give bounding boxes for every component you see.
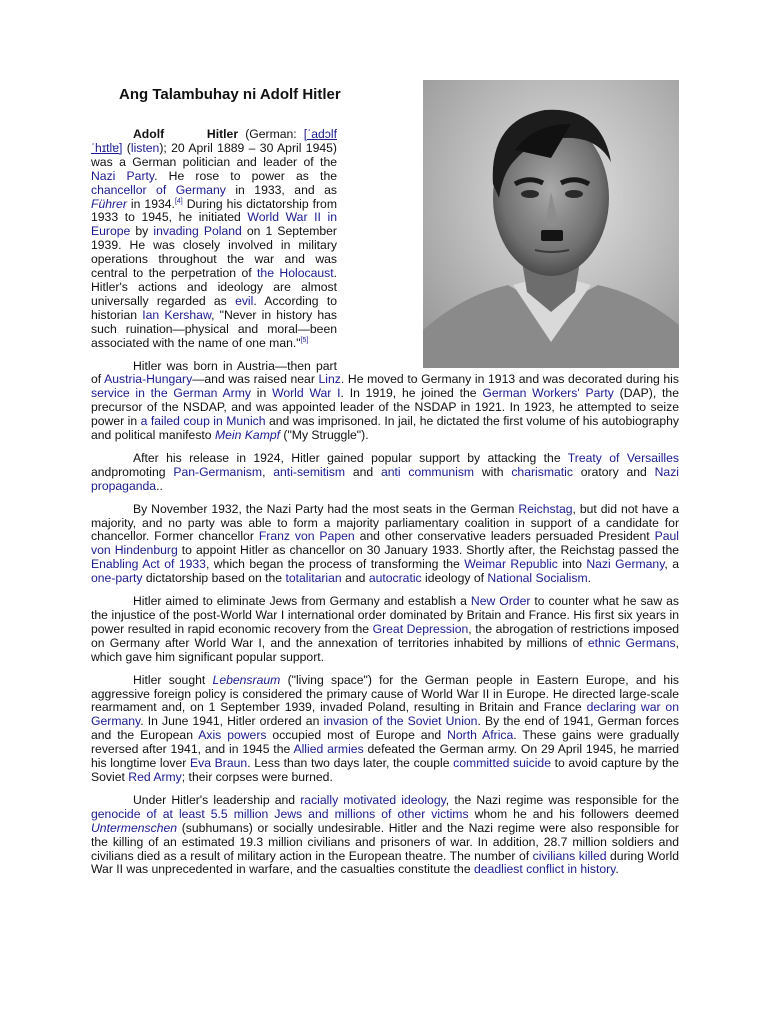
text: and was imprisoned. In jail, he dictated the first volume of his autobiography and political manifesto [91, 414, 679, 443]
text: ("living space") for the German people in Eastern Europe, and his aggressive foreign policy is considered the primary cause of World War II in Europe. He directed large-scale rearmament and, on 1 September 1939, invaded Poland, resulting in Britain and France [91, 672, 680, 715]
text: . By the end of 1941, German forces and the European [91, 714, 680, 743]
link-ww1[interactable]: World War I [272, 386, 341, 401]
link-axis-powers[interactable]: Axis powers [198, 728, 267, 743]
link-declaring-war[interactable]: declaring war on Germany [91, 700, 679, 729]
reference-5[interactable]: [5] [300, 336, 309, 344]
text: into [557, 557, 587, 572]
text: Hitler aimed to eliminate Jews from Germany and establish a [133, 594, 471, 609]
link-invasion-soviet[interactable]: invasion of the Soviet Union [323, 714, 478, 729]
link-fuhrer-text: Führer [91, 196, 127, 211]
link-german-army-service[interactable]: service in the German Army [91, 386, 251, 401]
text: , but did not have a majority, and no party was able to form a majority parliamentary coalition in support of a candidate for chancellor. Former chancellor [91, 501, 679, 544]
text: oratory and [572, 464, 655, 479]
text: to counter what he saw as the injustice of the post-World War I international order dominated by Britain and France. His first six years in power resulted in rapid economic recovery from the [91, 594, 679, 636]
text: , [262, 464, 274, 479]
reference-4[interactable]: [4] [174, 197, 183, 205]
listen-link[interactable]: listen [130, 140, 160, 155]
document-title: Ang Talambuhay ni Adolf Hitler [119, 86, 341, 103]
text: . These gains were gradually reversed after 1941, and in 1945 the [91, 728, 680, 757]
text: with [474, 464, 512, 479]
text: in [250, 386, 273, 401]
link-lebensraum-text: Lebensraum [212, 672, 281, 687]
link-german-workers-party[interactable]: German Workers' Party [482, 386, 614, 401]
text: ("My Struggle"). [280, 428, 369, 443]
link-kershaw[interactable]: Ian Kershaw [142, 307, 212, 322]
subject-last-name: Hitler [206, 127, 239, 141]
text: . Less than two days later, the couple [247, 756, 454, 771]
link-pan-germanism[interactable]: Pan-Germanism [173, 464, 263, 479]
text: ; their corpses were burned. [181, 769, 333, 784]
link-mein-kampf-text: Mein Kampf [214, 428, 281, 443]
text: .. [156, 478, 163, 493]
text: , "Never in history has such ruination—physical and moral—been associated with the name of one man." [91, 307, 337, 350]
link-nazi-propaganda[interactable]: Nazi propaganda [91, 464, 679, 493]
link-versailles[interactable]: Treaty of Versailles [567, 450, 679, 465]
text: ); 20 April 1889 – 30 April 1945) was a German politician and leader of the [91, 140, 337, 169]
link-north-africa[interactable]: North Africa [447, 728, 514, 743]
text: to avoid capture by the Soviet [91, 756, 679, 784]
text: By November 1932, the Nazi Party had the most seats in the German [133, 501, 519, 516]
text: . He moved to Germany in 1913 and was decorated during his [340, 372, 679, 387]
paragraph-war [91, 674, 679, 785]
link-mein-kampf[interactable] [215, 428, 280, 442]
text: , which began the process of transforming the [205, 557, 465, 572]
text: and [345, 464, 381, 479]
text: Under Hitler's leadership and [133, 792, 301, 807]
text: ( [122, 140, 131, 155]
link-great-depression[interactable]: Great Depression [372, 621, 469, 636]
paragraph-early-life [91, 360, 679, 443]
link-red-army[interactable]: Red Army [128, 769, 182, 784]
link-austria-hungary[interactable]: Austria-Hungary [104, 372, 193, 387]
ipa-pronunciation-link[interactable]: [ˈadɔlf ˈhɪtlɐ] [91, 127, 337, 155]
text: . According to historian [91, 293, 337, 322]
link-totalitarian[interactable]: totalitarian [285, 571, 342, 586]
text: dictatorship based on the [142, 571, 286, 586]
text: andpromoting [91, 464, 174, 479]
link-untermenschen-text: Untermenschen [91, 820, 178, 835]
text: —and was raised near [192, 372, 319, 387]
paragraph-chancellor [91, 503, 679, 586]
text: ideology of [421, 571, 488, 586]
text: During his dictatorship from 1933 to 1945, he initiated [91, 196, 337, 225]
text: (German: [238, 127, 304, 141]
text: Hitler sought [133, 672, 213, 687]
text: defeated the German army. On 29 April 1945, he married his longtime lover [91, 742, 679, 771]
link-ethnic-germans[interactable]: ethnic Germans [587, 635, 676, 650]
text: in 1933, and as [225, 182, 337, 197]
link-eva-braun[interactable]: Eva Braun [190, 756, 248, 771]
text: occupied most of Europe and [266, 728, 448, 743]
text: . [587, 571, 592, 586]
link-reichstag[interactable]: Reichstag [518, 501, 573, 516]
link-anti-semitism[interactable]: anti-semitism [273, 464, 346, 479]
link-von-papen[interactable]: Franz von Papen [258, 529, 355, 544]
link-autocratic[interactable]: autocratic [368, 571, 422, 586]
text: whom he and his followers deemed [468, 806, 679, 821]
link-fuhrer[interactable] [91, 197, 127, 211]
link-committed-suicide[interactable]: committed suicide [453, 756, 551, 771]
text: . Hitler's actions and ideology are almost universally regarded as [91, 266, 338, 308]
article-body [91, 128, 679, 886]
text: , a [664, 557, 679, 572]
paragraph-rise [91, 452, 679, 494]
text: during World War II was unprecedented in warfare, and the casualties constitute the [91, 848, 680, 877]
text: Hitler was born in Austria—then part of [91, 358, 337, 387]
text: and other conservative leaders persuaded President [354, 529, 655, 544]
link-lebensraum[interactable] [213, 673, 281, 687]
link-nazi-party[interactable]: Nazi Party [91, 168, 155, 183]
link-deadliest-conflict[interactable]: deadliest conflict in history [474, 862, 616, 877]
text: . In June 1941, Hitler ordered an [140, 714, 324, 729]
paragraph-new-order [91, 595, 679, 665]
link-enabling-act[interactable]: Enabling Act of 1933 [91, 557, 206, 572]
link-evil[interactable]: evil [235, 293, 254, 308]
text: , the Nazi regime was responsible for the [445, 792, 679, 807]
link-invading-poland[interactable]: invading Poland [153, 224, 242, 239]
link-civilians-killed[interactable]: civilians killed [532, 848, 607, 863]
text: . [615, 862, 619, 877]
link-allied-armies[interactable]: Allied armies [293, 742, 364, 757]
link-failed-coup[interactable]: a failed coup in Munich [140, 414, 266, 429]
text: (DAP), the precursor of the NSDAP, and was appointed leader of the NSDAP in 1921. In 1923, he attempted to seize power in [91, 386, 679, 429]
text: After his release in 1924, Hitler gained popular support by attacking the [133, 450, 568, 465]
link-new-order[interactable]: New Order [470, 594, 531, 609]
link-one-party[interactable]: one-party [91, 571, 143, 586]
text: , the abrogation of restrictions imposed on Germany after World War I, and the annexation of territories inhabited by millions of [91, 621, 680, 650]
text: and [341, 571, 369, 586]
text: to appoint Hitler as chancellor on 30 January 1933. Shortly after, the Reichstag passed the [177, 543, 679, 558]
text: by [130, 224, 154, 239]
text: in 1934. [126, 196, 175, 211]
link-national-socialism[interactable]: National Socialism [487, 571, 588, 586]
text: on 1 September 1939. He was closely involved in military operations throughout the war and was central to the perpetration of [91, 224, 337, 281]
link-linz[interactable]: Linz [318, 372, 341, 387]
link-holocaust[interactable]: the Holocaust [257, 266, 334, 281]
paragraph-regime [91, 794, 679, 877]
link-hindenburg[interactable]: Paul von Hindenburg [91, 529, 679, 558]
link-ww2-europe[interactable]: World War II in Europe [91, 210, 337, 239]
link-racial-ideology[interactable]: racially motivated ideology [300, 792, 446, 807]
link-chancellor[interactable]: chancellor of Germany [91, 182, 226, 197]
text: . He rose to power as the [154, 168, 338, 183]
text: . In 1919, he joined the [340, 386, 483, 401]
subject-first-name: Adolf [133, 127, 165, 141]
link-charismatic[interactable]: charismatic [511, 464, 573, 479]
image-spacer [337, 128, 679, 368]
link-untermenschen[interactable] [91, 821, 177, 835]
link-genocide[interactable]: genocide of at least 5.5 million Jews and millions of other victims [91, 806, 469, 821]
link-nazi-germany[interactable]: Nazi Germany [586, 557, 665, 572]
text: , which gave him significant popular support. [91, 635, 680, 664]
link-anti-communism[interactable]: anti communism [380, 464, 475, 479]
text: (subhumans) or socially undesirable. Hitler and the Nazi regime were also responsible for the killing of an estimated 19.3 million civilians and prisoners of war. In addition, 28.7 million soldiers and civilians died as a result of military action in the European theatre. The number of [91, 820, 679, 863]
link-weimar-republic[interactable]: Weimar Republic [464, 557, 558, 572]
